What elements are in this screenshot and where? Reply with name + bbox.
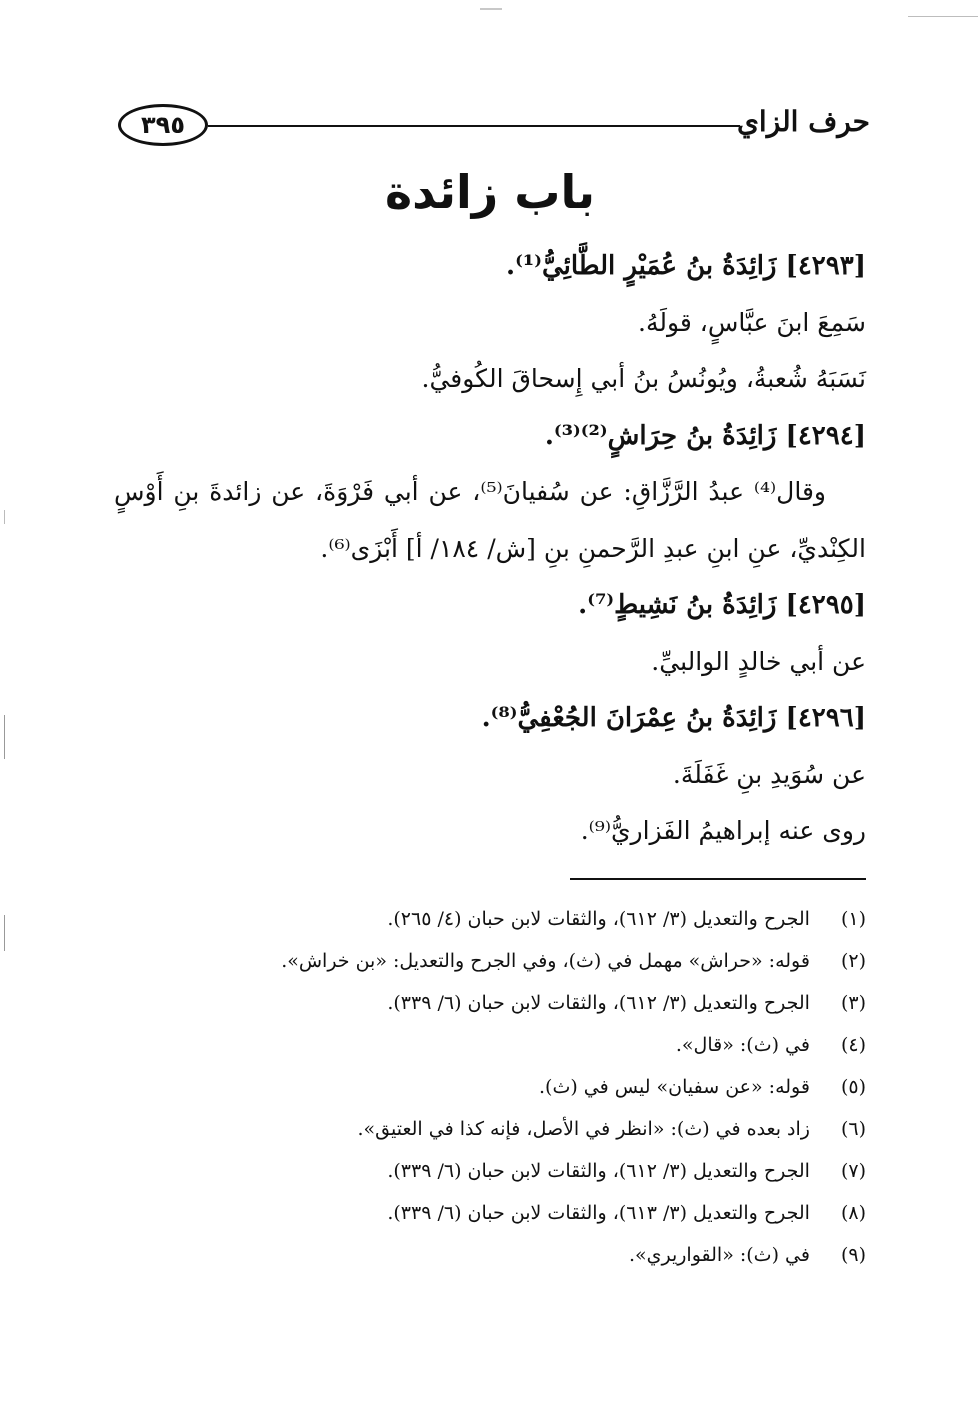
entry-heading: [٤٢٩٥] زَائِدَةُ بنُ نَشِيطٍ⁽⁷⁾. — [578, 590, 866, 620]
entry-text: سَمِعَ ابنَ عبَّاسٍ، قولَهُ. — [638, 307, 866, 337]
footnote — [114, 940, 866, 982]
footnote — [114, 1150, 866, 1192]
entry-text: عن أبي خالدٍ الوالبيِّ. — [651, 646, 866, 676]
entry-text: نَسَبَهُ شُعبةُ، ويُونُسُ بنُ أبي إِسحاقَ الكُوفيُّ. — [421, 364, 866, 393]
entry-heading: [٤٢٩٣] زَائِدَةُ بنُ عُمَيْرٍ الطَّائِيُّ⁽¹⁾. — [506, 251, 866, 281]
entry-text: وقال⁽⁴⁾ عبدُ الرَّزَّاقِ: عن سُفيانَ⁽⁵⁾، عن أبي فَرْوَةَ، عن زائدةَ بنِ أَوْسٍ — [114, 477, 826, 506]
footnote-text: الجرح والتعديل (٣/ ٦١٢)، والثقات لابن حبان (٦/ ٣٣٩). — [387, 1160, 810, 1182]
footnote-number: (٣) — [840, 992, 866, 1014]
scan-mark — [908, 0, 978, 17]
footnote-text: في (ث): «القواريري». — [628, 1244, 810, 1266]
footnote-text: في (ث): «قال». — [675, 1034, 810, 1056]
footnote-number: (٩) — [840, 1244, 866, 1266]
scan-mark — [4, 715, 5, 759]
chapter-title: باب زائدة — [384, 165, 596, 219]
page-number: ٣٩٥ — [118, 104, 208, 146]
footnote-text: قوله: «حراش» مهمل في (ث)، وفي الجرح والتعديل: «بن خراش». — [281, 950, 810, 972]
entry-text: روى عنه إبراهيمُ الفَزاريُّ⁽⁹⁾. — [580, 816, 866, 845]
entry-heading: [٤٢٩٤] زَائِدَةُ بنُ حِرَاشٍ⁽²⁾⁽³⁾. — [544, 420, 866, 451]
footnote — [114, 1192, 866, 1234]
scan-mark — [4, 915, 5, 951]
entry-text: عن سُوَيدِ بنِ غَفَلَةَ. — [672, 759, 866, 789]
footnote-number: (٨) — [840, 1202, 866, 1224]
footnote-number: (٧) — [840, 1160, 866, 1182]
page-header — [118, 100, 870, 148]
footnote-text: زاد بعده في (ث): «انظر في الأصل، فإنه كذا في العتيق». — [357, 1118, 810, 1140]
header-rule — [208, 125, 740, 127]
footnote-rule — [570, 878, 866, 880]
footnote-number: (٢) — [840, 950, 866, 972]
running-title: حرف الزاي — [737, 105, 870, 138]
scan-mark — [480, 8, 502, 10]
footnote-number: (٦) — [840, 1118, 866, 1140]
main-text — [114, 150, 866, 860]
scan-mark — [4, 510, 5, 524]
entry-heading: [٤٢٩٦] زَائِدَةُ بنُ عِمْرَانَ الجُعْفِيُّ⁽⁸⁾. — [481, 703, 866, 733]
footnote — [114, 982, 866, 1024]
footnote — [114, 1234, 866, 1276]
footnote — [114, 1024, 866, 1066]
footnote-text: الجرح والتعديل (٣/ ٦١٣)، والثقات لابن حبان (٦/ ٣٣٩). — [387, 1202, 810, 1224]
footnote-text: الجرح والتعديل (٣/ ٦١٢)، والثقات لابن حبان (٤/ ٢٦٥). — [387, 908, 810, 930]
footnote — [114, 1066, 866, 1108]
footnote-number: (٤) — [840, 1034, 866, 1056]
footnote-text: قوله: «عن سفيان» ليس في (ث). — [539, 1076, 810, 1098]
footnote-number: (٥) — [840, 1076, 866, 1098]
footnotes — [114, 898, 866, 1276]
footnote — [114, 1108, 866, 1150]
footnote — [114, 898, 866, 940]
entry-text: الكِنْديِّ، عنِ ابنِ عبدِ الرَّحمنِ بنِ [ش/ ١٨٤/ أ] أَبْزَى⁽⁶⁾. — [320, 533, 866, 563]
footnote-text: الجرح والتعديل (٣/ ٦١٢)، والثقات لابن حبان (٦/ ٣٣٩). — [387, 992, 810, 1014]
footnote-number: (١) — [840, 908, 866, 930]
